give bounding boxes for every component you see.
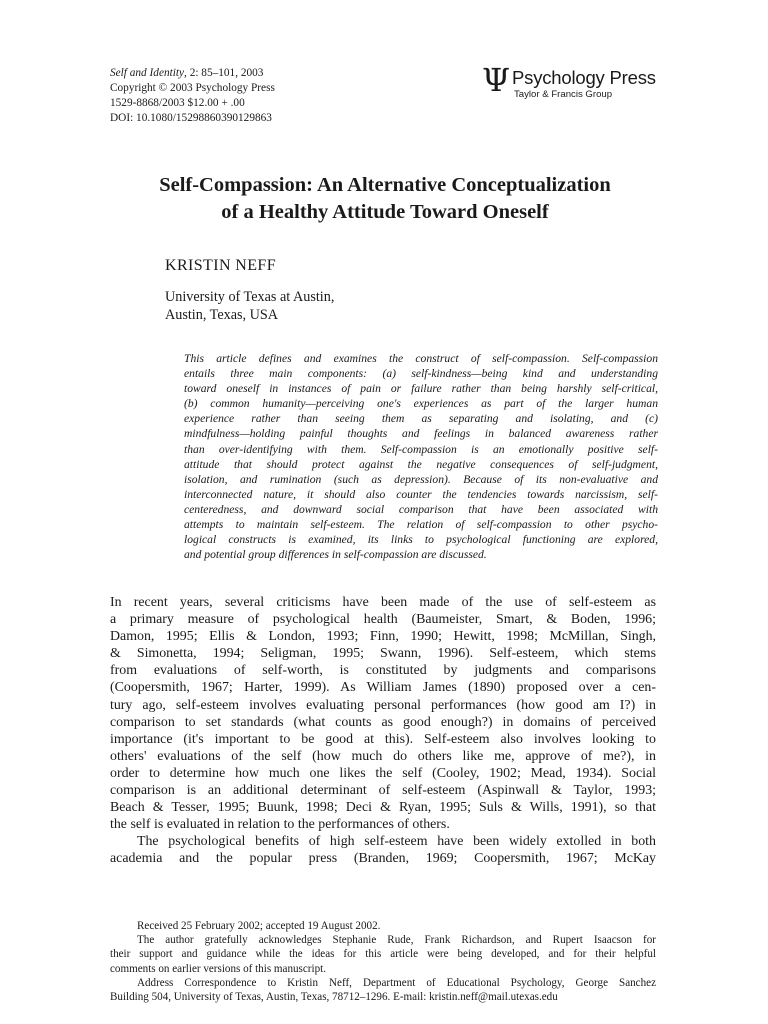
title-line: of a Healthy Attitude Toward Oneself xyxy=(221,201,549,223)
abstract-line: and potential group differences in self-compassion are discussed. xyxy=(184,548,487,562)
title-line: Self-Compassion: An Alternative Conceptualization xyxy=(159,174,611,196)
journal-citation xyxy=(110,66,275,81)
footnote-line: their support and guidance while the ideas for this article were being developed, and for their helpful xyxy=(110,948,656,961)
body-line: In recent years, several criticisms have been made of the use of self-esteem as xyxy=(110,595,656,610)
footnote-line: The author gratefully acknowledges Stephanie Rude, Frank Richardson, and Rupert Isaacson for xyxy=(137,934,656,947)
body-line: Beach & Tesser, 1995; Buunk, 1998; Deci & Ryan, 1995; Suls & Wills, 1991), so that xyxy=(110,800,656,816)
journal-name: Self and Identity xyxy=(110,67,185,79)
abstract xyxy=(184,351,658,562)
author-name: KRISTIN NEFF xyxy=(165,257,277,274)
body-line: tury ago, self-esteem involves evaluating personal performances (how good am I?) in xyxy=(110,697,656,713)
journal-volume-pages: , 2: 85–101, 2003 xyxy=(184,67,264,79)
abstract-line: attempts to maintain self-esteem. The relation of self-compassion to other psycho- xyxy=(184,518,658,532)
affiliation-line: Austin, Texas, USA xyxy=(165,307,279,323)
author-affiliation xyxy=(165,288,334,324)
body-text xyxy=(110,594,656,868)
abstract-line: attitude that should protect against the negative consequences of self-judgment, xyxy=(184,457,658,471)
footnote-line: Received 25 February 2002; accepted 19 August 2002. xyxy=(137,920,381,932)
body-line: The psychological benefits of high self-esteem have been widely extolled in both xyxy=(137,834,656,850)
abstract-line: than over-identifying with them. Self-compassion is an emotionally positive self- xyxy=(184,442,658,456)
body-line: (Coopersmith, 1967; Harter, 1999). As William James (1890) proposed over a cen- xyxy=(110,680,656,696)
abstract-line: toward oneself in instances of pain or failure rather than being harshly self-critical, xyxy=(184,382,658,396)
abstract-line: interconnected nature, it should also counter the tendencies towards narcissism, self- xyxy=(184,487,658,501)
abstract-line: (b) common humanity—perceiving one's experiences as part of the larger human xyxy=(184,397,658,411)
abstract-line: experience rather than seeing them as separating and isolating, and (c) xyxy=(184,412,658,426)
abstract-line: mindfulness—holding painful thoughts and feelings in balanced awareness rather xyxy=(184,427,658,441)
body-line: academia and the popular press (Branden, 1969; Coopersmith, 1967; McKay xyxy=(110,851,656,867)
abstract-line: This article defines and examines the construct of self-compassion. Self-compassion xyxy=(184,352,658,365)
body-line: comparison is an additional determinant of self-esteem (Aspinwall & Taylor, 1993; xyxy=(110,783,656,799)
body-line: others' evaluations of the self (how much do others like me, approve of me?), in xyxy=(110,748,656,764)
body-line: comparison to set standards (what counts as good enough?) in domains of perceived xyxy=(110,714,656,730)
psi-logo-icon: Ψ xyxy=(482,61,511,99)
affiliation-line: University of Texas at Austin, xyxy=(165,289,335,305)
publisher-name: Psychology Press xyxy=(512,67,656,88)
journal-meta xyxy=(110,66,275,126)
doi-line: DOI: 10.1080/15298860390129863 xyxy=(110,112,272,124)
body-line: importance (it's important to be good at this). Self-esteem also involves looking to xyxy=(110,731,656,747)
body-line: from evaluations of self-worth, is constituted by judgments and comparisons xyxy=(110,663,656,679)
footnote-line: Building 504, University of Texas, Austin, Texas, 78712–1296. E-mail: kristin.neff@mail.utexas.edu xyxy=(110,991,558,1004)
body-line: a primary measure of psychological health (Baumeister, Smart, & Boden, 1996; xyxy=(110,612,656,628)
issn-line: 1529-8868/2003 $12.00 + .00 xyxy=(110,97,245,109)
body-line: order to determine how much one likes the self (Cooley, 1902; Mead, 1934). Social xyxy=(110,765,656,781)
publisher-group: Taylor & Francis Group xyxy=(514,89,613,100)
footnote-line: Address Correspondence to Kristin Neff, Department of Educational Psychology, George Sanchez xyxy=(137,976,656,989)
body-line: the self is evaluated in relation to the performances of others. xyxy=(110,817,450,833)
body-line: & Simonetta, 1994; Seligman, 1995; Swann, 1996). Self-esteem, which stems xyxy=(110,646,656,662)
abstract-line: isolation, and rumination (such as depression). Because of its non-evaluative and xyxy=(184,472,658,486)
publisher-logo xyxy=(482,61,662,106)
body-line: Damon, 1995; Ellis & London, 1993; Finn, 1990; Hewitt, 1998; McMillan, Singh, xyxy=(110,629,656,645)
article-title xyxy=(110,172,660,226)
abstract-line: centeredness, and downward social comparison that have been associated with xyxy=(184,502,658,516)
copyright-line: Copyright © 2003 Psychology Press xyxy=(110,82,275,94)
footnote-line: comments on earlier versions of this manuscript. xyxy=(110,962,326,975)
footnotes xyxy=(110,919,656,1004)
abstract-line: logical constructs is examined, its links to psychological functioning are explored, xyxy=(184,533,658,547)
abstract-line: entails three main components: (a) self-kindness—being kind and understanding xyxy=(184,367,658,381)
